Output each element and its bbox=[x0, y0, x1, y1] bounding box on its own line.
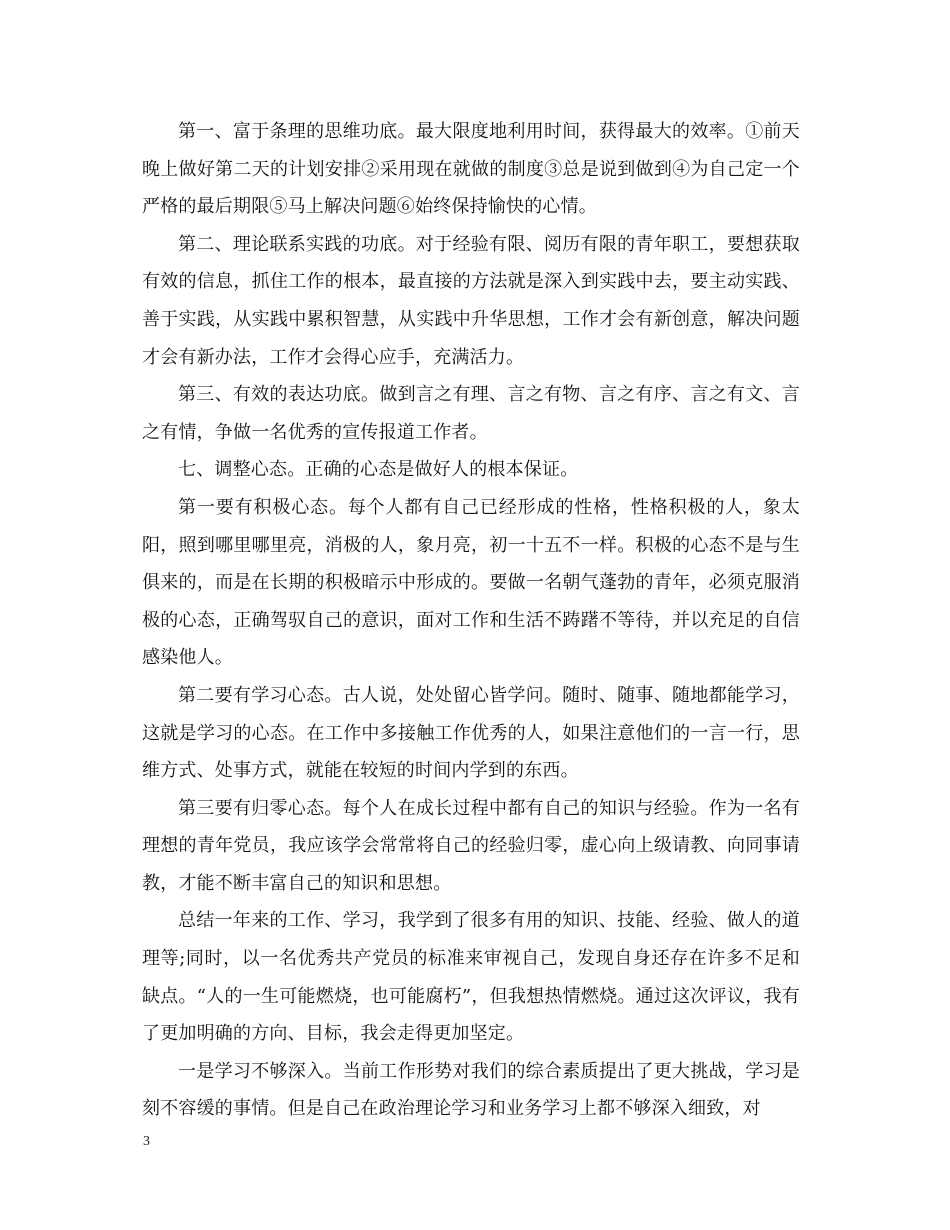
paragraph-zero-mindset: 第三要有归零心态。每个人在成长过程中都有自己的知识与经验。作为一名有理想的青年党员，我应该学会常常将自己的经验归零，虚心向上级请教、向同事请教，才能不断丰富自己的知识和思想。 bbox=[142, 797, 800, 894]
page-number: 3 bbox=[143, 1134, 150, 1149]
paragraph-adjust-mindset: 七、调整心态。正确的心态是做好人的根本保证。 bbox=[178, 459, 579, 481]
paragraph-orderly-thinking: 第一、富于条理的思维功底。最大限度地利用时间，获得最大的效率。①前天晚上做好第二天的计划安排②采用现在就做的制度③总是说到做到④为自己定一个严格的最后期限⑤马上解决问题⑥始终保持愉快的心情。 bbox=[142, 121, 800, 218]
paragraph-study-shortfall: 一是学习不够深入。当前工作形势对我们的综合素质提出了更大挑战，学习是刻不容缓的事情。但是自己在政治理论学习和业务学习上都不够深入细致，对 bbox=[142, 1060, 800, 1120]
paragraph-positive-mindset: 第一要有积极心态。每个人都有自己已经形成的性格，性格积极的人，象太阳，照到哪里哪里亮，消极的人，象月亮，初一十五不一样。积极的心态不是与生俱来的，而是在长期的积极暗示中形成的。要做一名朝气蓬勃的青年，必须克服消极的心态，正确驾驭自己的意识，面对工作和生活不踌躇不等待，并以充足的自信感染他人。 bbox=[142, 496, 800, 669]
paragraph-learning-mindset: 第二要有学习心态。古人说，处处留心皆学问。随时、随事、随地都能学习，这就是学习的心态。在工作中多接触工作优秀的人，如果注意他们的一言一行，思维方式、处事方式，就能在较短的时间内学到的东西。 bbox=[142, 684, 800, 782]
paragraph-year-summary: 总结一年来的工作、学习，我学到了很多有用的知识、技能、经验、做人的道理等;同时，以一名优秀共产党员的标准来审视自己，发现自身还存在许多不足和缺点。“人的一生可能燃烧，也可能腐朽”，但我想热情燃烧。通过这次评议，我有了更加明确的方向、目标，我会走得更加坚定。 bbox=[142, 910, 800, 1045]
document-body bbox=[142, 113, 800, 1128]
paragraph-expression: 第三、有效的表达功底。做到言之有理、言之有物、言之有序、言之有文、言之有情，争做一名优秀的宣传报道工作者。 bbox=[142, 384, 800, 443]
paragraph-theory-practice: 第二、理论联系实践的功底。对于经验有限、阅历有限的青年职工，要想获取有效的信息，抓住工作的根本，最直接的方法就是深入到实践中去，要主动实践、善于实践，从实践中累积智慧，从实践中升华思想，工作才会有新创意，解决问题才会有新办法，工作才会得心应手，充满活力。 bbox=[142, 233, 800, 368]
